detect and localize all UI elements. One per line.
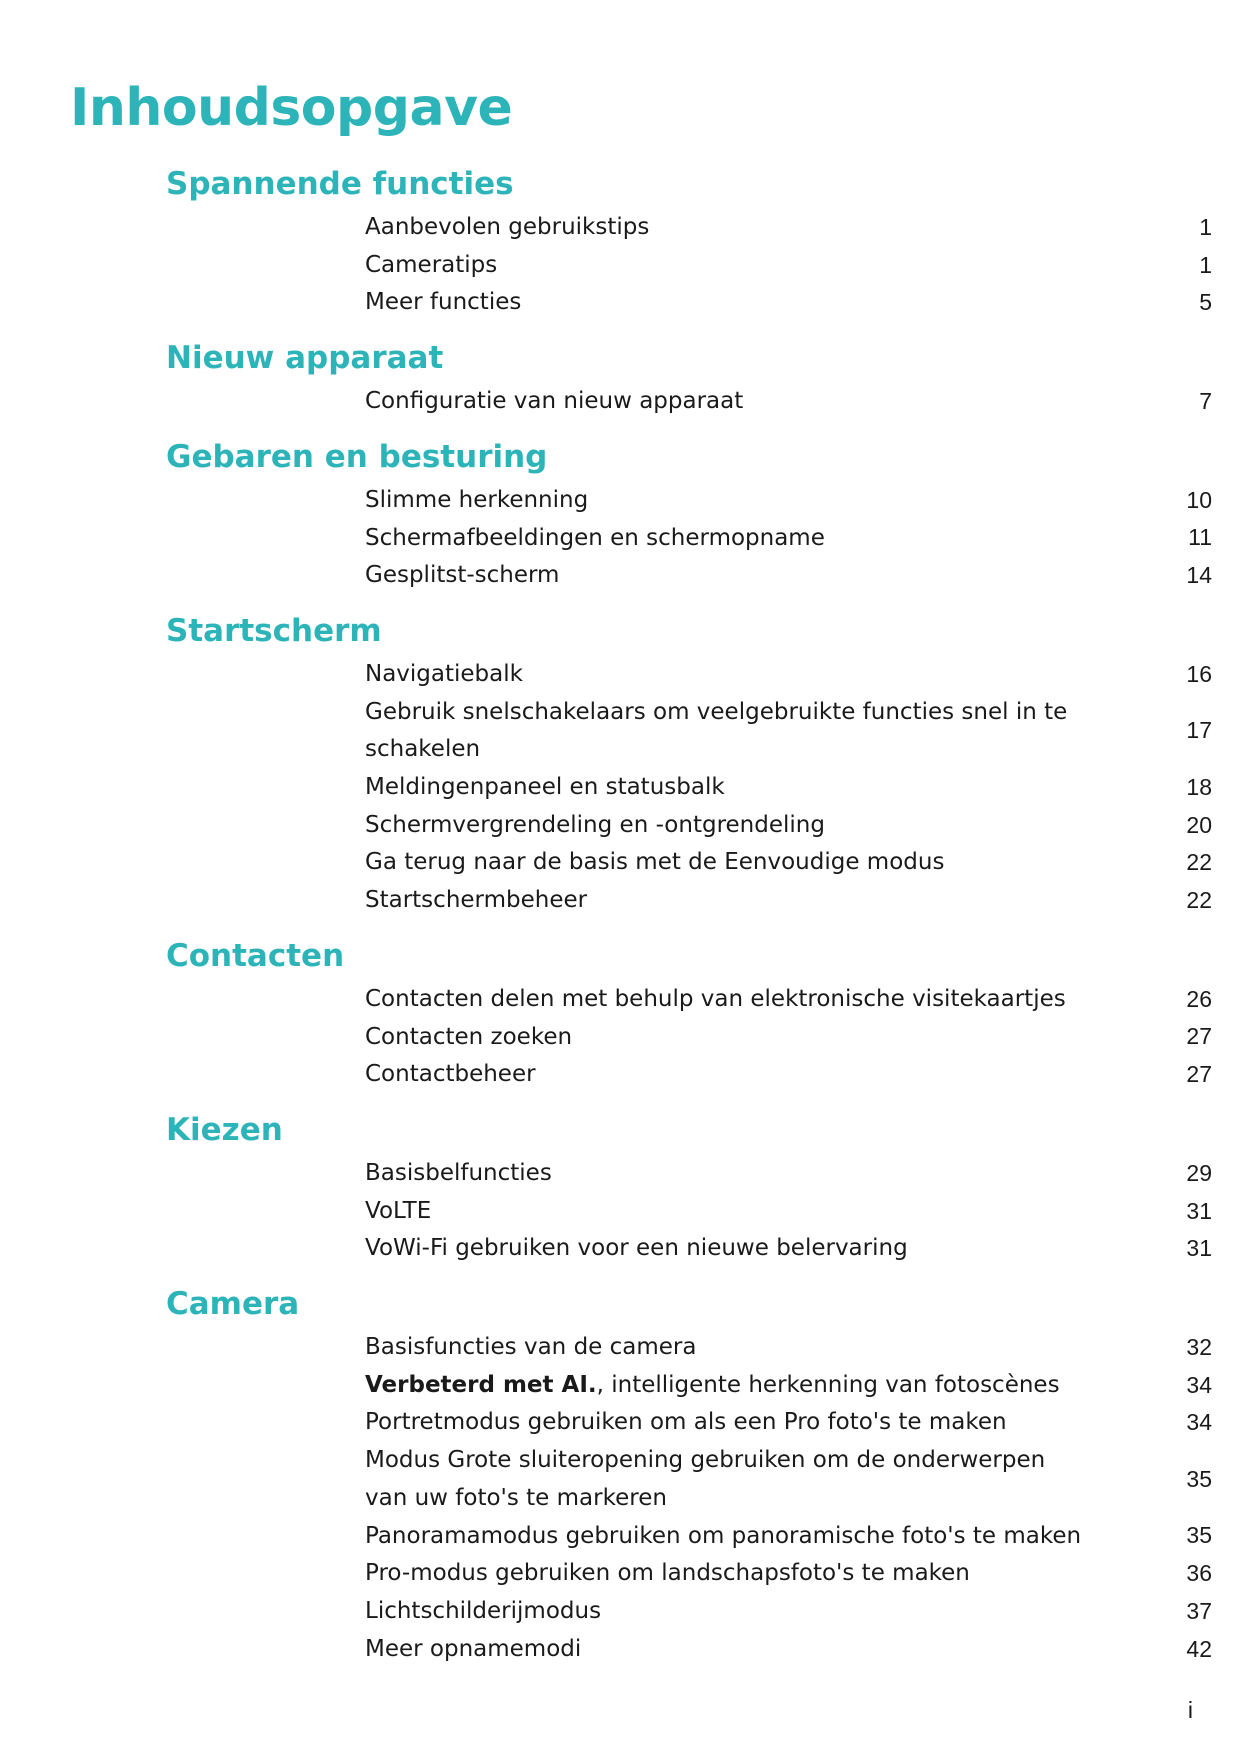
toc-entry-page-number: 22 bbox=[1186, 849, 1212, 876]
toc-entry-title: Slimme herkenning bbox=[365, 486, 589, 513]
toc-entry-title: Lichtschilderijmodus bbox=[365, 1597, 602, 1624]
toc-entry[interactable] bbox=[365, 247, 1212, 285]
toc-entry-title: Configuratie van nieuw apparaat bbox=[365, 388, 744, 415]
toc-section bbox=[0, 438, 1241, 595]
toc-entry-page-number: 32 bbox=[1186, 1334, 1212, 1361]
toc-entry[interactable] bbox=[365, 1555, 1212, 1593]
toc-entry[interactable] bbox=[365, 1404, 1212, 1442]
toc-entry-title: Pro-modus gebruiken om landschapsfoto's te maken bbox=[365, 1560, 970, 1587]
footer-page-number: i bbox=[1187, 1697, 1193, 1723]
toc-entry[interactable] bbox=[365, 1367, 1212, 1405]
toc-entry[interactable] bbox=[365, 284, 1212, 322]
section-heading[interactable]: Gebaren en besturing bbox=[166, 438, 548, 475]
toc-entry-title: Meer functies bbox=[365, 289, 522, 316]
toc-entry-title: Gebruik snelschakelaars om veelgebruikte functies snel in te schakelen bbox=[365, 698, 1068, 763]
toc-entry-page-number: 36 bbox=[1186, 1560, 1212, 1587]
toc-section bbox=[0, 165, 1241, 322]
toc-entry-page-number: 35 bbox=[1186, 1466, 1212, 1493]
toc-entry[interactable] bbox=[365, 1593, 1212, 1631]
toc-section bbox=[0, 1111, 1241, 1268]
toc-entry-page-number: 18 bbox=[1186, 774, 1212, 801]
toc-entry-page-number: 16 bbox=[1186, 660, 1212, 687]
toc-entry-title-rest: , intelligente herkenning van fotoscènes bbox=[596, 1371, 1060, 1398]
toc-entry[interactable] bbox=[365, 1155, 1212, 1193]
toc-entry[interactable] bbox=[365, 656, 1212, 694]
section-heading[interactable]: Contacten bbox=[166, 937, 345, 974]
toc-entry-title: Ga terug naar de basis met de Eenvoudige modus bbox=[365, 849, 945, 876]
toc-entry-page-number: 10 bbox=[1186, 486, 1212, 513]
toc-entry[interactable] bbox=[365, 1019, 1212, 1057]
toc-entry[interactable] bbox=[365, 383, 1212, 421]
toc-entry-page-number: 14 bbox=[1186, 562, 1212, 589]
toc-entry-page-number: 27 bbox=[1186, 1061, 1212, 1088]
toc-entry-page-number: 31 bbox=[1186, 1197, 1212, 1224]
toc-entry-title: Contactbeheer bbox=[365, 1061, 536, 1088]
toc-entry[interactable] bbox=[365, 807, 1212, 845]
toc-entry-title: Schermafbeeldingen en schermopname bbox=[365, 524, 825, 551]
toc-entry-title: Basisfuncties van de camera bbox=[365, 1334, 697, 1361]
toc-entry-bold-title: Verbeterd met AI. bbox=[365, 1371, 597, 1398]
toc-entry-title: Navigatiebalk bbox=[365, 660, 523, 687]
toc-entry[interactable] bbox=[365, 844, 1212, 882]
toc-entry-page-number: 11 bbox=[1188, 524, 1212, 551]
toc-entry-title: Meer opnamemodi bbox=[365, 1635, 582, 1662]
toc-entry[interactable] bbox=[365, 209, 1212, 247]
toc-entry-page-number: 22 bbox=[1186, 887, 1212, 914]
toc-section bbox=[0, 339, 1241, 421]
toc-entry-page-number: 5 bbox=[1199, 289, 1212, 316]
toc-entry-title: Panoramamodus gebruiken om panoramische foto's te maken bbox=[365, 1522, 1082, 1549]
toc-entry-title: Gesplitst-scherm bbox=[365, 562, 560, 589]
toc-entry-page-number: 1 bbox=[1199, 213, 1212, 240]
section-heading[interactable]: Spannende functies bbox=[166, 166, 514, 202]
toc-entry[interactable] bbox=[365, 882, 1212, 920]
toc-entry[interactable] bbox=[365, 694, 1212, 769]
toc-entry[interactable] bbox=[365, 1230, 1212, 1268]
toc-entry-title: Portretmodus gebruiken om als een Pro foto's te maken bbox=[365, 1409, 1007, 1436]
toc-entry[interactable] bbox=[365, 1442, 1212, 1517]
toc-entry[interactable] bbox=[365, 769, 1212, 807]
toc-entry-title: Basisbelfuncties bbox=[365, 1159, 552, 1186]
toc-entry[interactable] bbox=[365, 557, 1212, 595]
toc-entry-page-number: 31 bbox=[1186, 1235, 1212, 1262]
toc-entry-title: Meldingenpaneel en statusbalk bbox=[365, 774, 725, 801]
toc-section bbox=[0, 937, 1241, 1094]
page-title: Inhoudsopgave bbox=[70, 78, 513, 138]
toc-entry-page-number: 7 bbox=[1199, 388, 1212, 415]
toc-entry-title: Schermvergrendeling en -ontgrendeling bbox=[365, 811, 825, 838]
toc-entry-page-number: 20 bbox=[1186, 811, 1212, 838]
table-of-contents bbox=[0, 165, 1241, 1685]
toc-entry-page-number: 1 bbox=[1199, 251, 1212, 278]
toc-entry[interactable] bbox=[365, 1631, 1212, 1669]
toc-entry-title bbox=[365, 1367, 1085, 1405]
section-heading[interactable]: Startscherm bbox=[166, 612, 382, 649]
toc-entry-title: VoWi-Fi gebruiken voor een nieuwe belervaring bbox=[365, 1235, 908, 1262]
toc-entry-page-number: 27 bbox=[1186, 1023, 1212, 1050]
toc-section bbox=[0, 1285, 1241, 1668]
toc-entry-title: Aanbevolen gebruikstips bbox=[365, 214, 650, 240]
toc-entry-title: Cameratips bbox=[365, 251, 498, 278]
toc-entry[interactable] bbox=[365, 1056, 1212, 1094]
toc-entry[interactable] bbox=[365, 482, 1212, 520]
toc-entry-title: Contacten zoeken bbox=[365, 1023, 573, 1050]
toc-entry[interactable] bbox=[365, 1329, 1212, 1367]
toc-entry-page-number: 42 bbox=[1186, 1635, 1212, 1662]
toc-entry-title: Startschermbeheer bbox=[365, 887, 588, 914]
toc-entry-page-number: 29 bbox=[1186, 1159, 1212, 1186]
section-heading[interactable]: Kiezen bbox=[166, 1111, 283, 1148]
toc-entry-page-number: 26 bbox=[1186, 985, 1212, 1012]
toc-entry-page-number: 34 bbox=[1186, 1409, 1212, 1436]
toc-section bbox=[0, 612, 1241, 920]
toc-entry-page-number: 34 bbox=[1186, 1371, 1212, 1398]
toc-entry-title: Modus Grote sluiteropening gebruiken om de onderwerpen van uw foto's te markeren bbox=[365, 1447, 1046, 1511]
section-heading[interactable]: Nieuw apparaat bbox=[166, 340, 444, 377]
toc-entry-title: Contacten delen met behulp van elektronische visitekaartjes bbox=[365, 985, 1066, 1012]
toc-entry-page-number: 37 bbox=[1186, 1597, 1212, 1624]
toc-entry[interactable] bbox=[365, 1193, 1212, 1231]
toc-entry-title: VoLTE bbox=[365, 1197, 432, 1224]
toc-entry-page-number: 35 bbox=[1186, 1522, 1212, 1549]
toc-entry-page-number: 17 bbox=[1186, 717, 1212, 744]
toc-entry[interactable] bbox=[365, 520, 1212, 558]
toc-entry[interactable] bbox=[365, 981, 1212, 1019]
toc-entry[interactable] bbox=[365, 1518, 1212, 1556]
section-heading[interactable]: Camera bbox=[166, 1286, 300, 1323]
